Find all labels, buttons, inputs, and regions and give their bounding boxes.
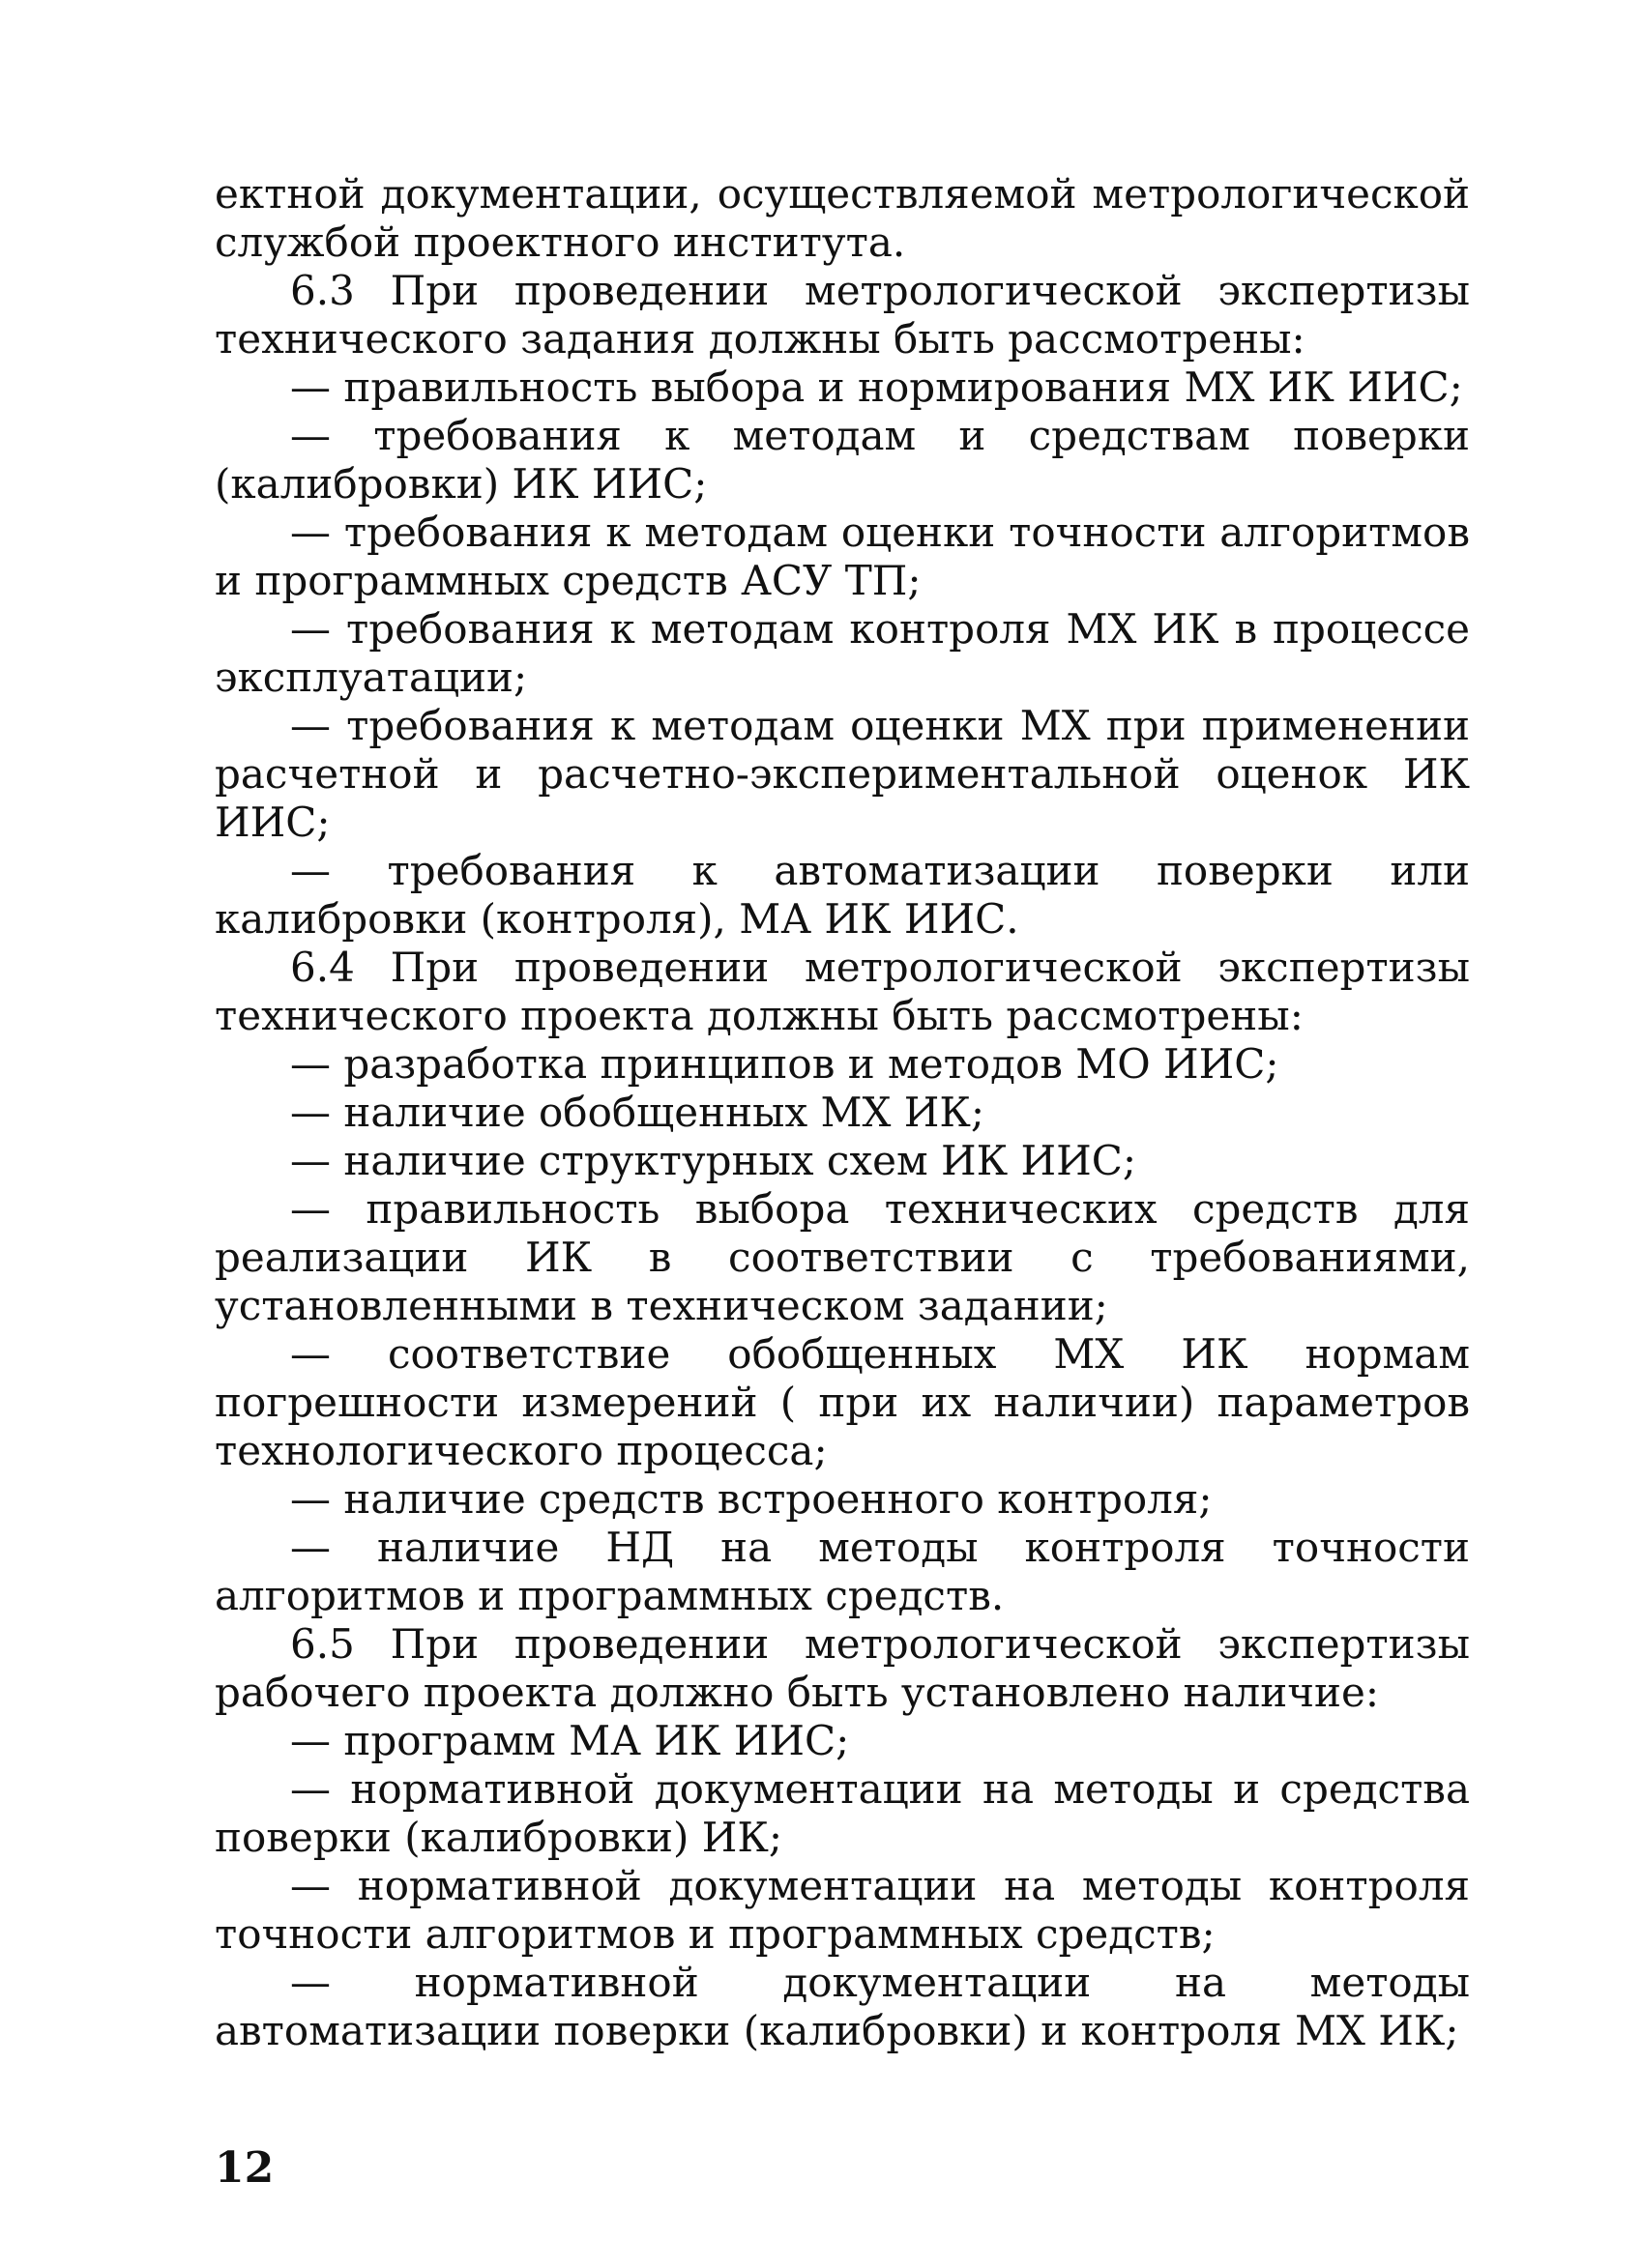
list-item: — правильность выбора технических средств для реализации ИК в соответствии с требованиями, установленными в техническом задании; <box>215 1185 1470 1329</box>
paragraph-6-4-heading: 6.4 При проведении метрологической экспертизы технического проекта должны быть рассмотрены: <box>215 944 1470 1039</box>
paragraph-continuation: ектной документации, осуществляемой метрологической службой проектного института. <box>215 170 1470 266</box>
list-item: — правильность выбора и нормирования МХ ИК ИИС; <box>290 363 1463 411</box>
list-item: — требования к методам оценки точности алгоритмов и программных средств АСУ ТП; <box>215 509 1470 604</box>
paragraph-6-5-heading: 6.5 При проведении метрологической экспертизы рабочего проекта должно быть установлено наличие: <box>215 1620 1470 1716</box>
list-item: — программ МА ИК ИИС; <box>290 1717 850 1764</box>
list-item: — нормативной документации на методы автоматизации поверки (калибровки) и контроля МХ ИК; <box>215 1959 1470 2054</box>
list-item: — наличие средств встроенного контроля; <box>290 1475 1213 1523</box>
list-item: — наличие НД на методы контроля точности алгоритмов и программных средств. <box>215 1524 1470 1619</box>
body-text <box>215 170 1470 2055</box>
list-item: — соответствие обобщенных МХ ИК нормам погрешности измерений ( при их наличии) параметров технологического процесса; <box>215 1330 1470 1474</box>
list-item: — наличие обобщенных МХ ИК; <box>290 1089 985 1136</box>
list-item: — требования к методам оценки МХ при применении расчетной и расчетно-экспериментальной оценок ИК ИИС; <box>215 702 1470 846</box>
list-item: — нормативной документации на методы контроля точности алгоритмов и программных средств; <box>215 1862 1470 1958</box>
list-item: — требования к методам и средствам поверки (калибровки) ИК ИИС; <box>215 412 1470 508</box>
list-item: — разработка принципов и методов МО ИИС; <box>290 1040 1279 1088</box>
list-item: — нормативной документации на методы и средства поверки (калибровки) ИК; <box>215 1765 1470 1861</box>
list-item: — требования к автоматизации поверки или калибровки (контроля), МА ИК ИИС. <box>215 847 1470 943</box>
list-item: — требования к методам контроля МХ ИК в процессе эксплуатации; <box>215 605 1470 701</box>
page-number: 12 <box>215 2143 275 2193</box>
list-item: — наличие структурных схем ИК ИИС; <box>290 1137 1137 1184</box>
paragraph-6-3-heading: 6.3 При проведении метрологической экспертизы технического задания должны быть рассмотрены: <box>215 267 1470 363</box>
